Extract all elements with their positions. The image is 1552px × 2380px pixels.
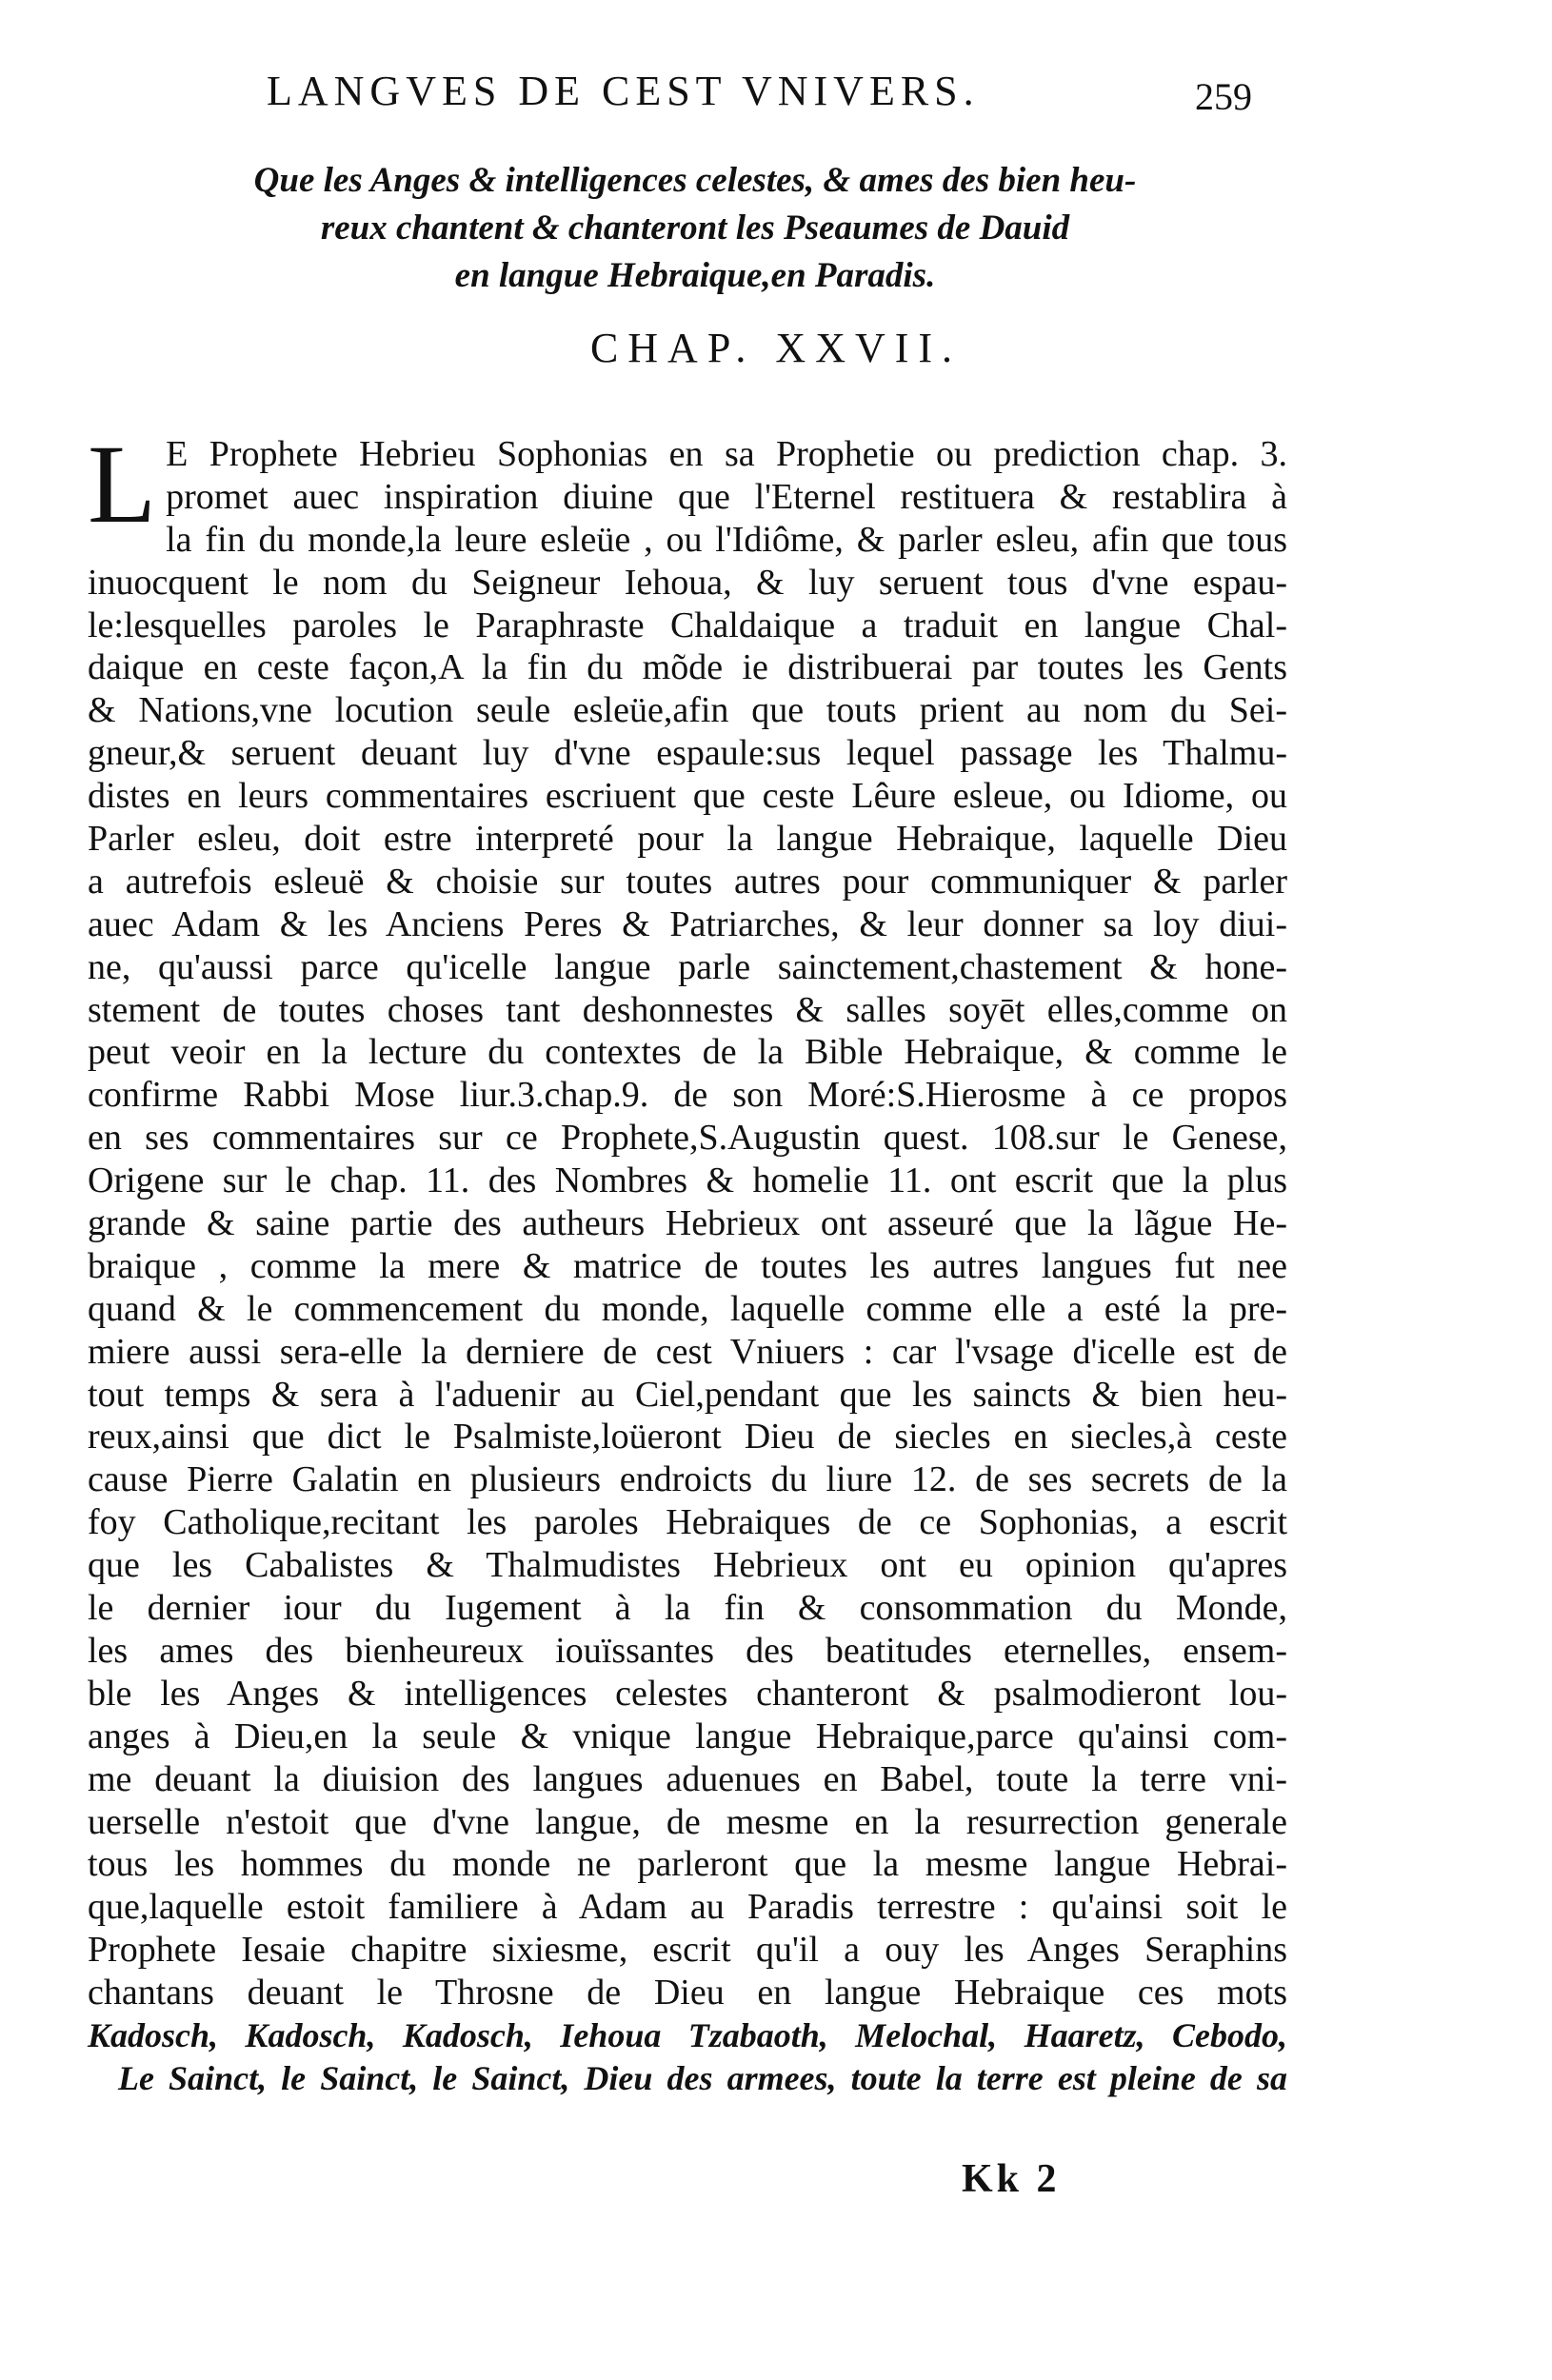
text-line: braique , comme la mere & matrice de toutes les autres langues fut nee (88, 1245, 1287, 1286)
text-line: auec Adam & les Anciens Peres & Patriarches, & leur donner sa loy diui- (88, 903, 1287, 944)
text-line: Kadosch, Kadosch, Kadosch, Iehoua Tzabaoth, Melochal, Haaretz, Cebodo, (88, 2015, 1287, 2054)
text-line: grande & saine partie des autheurs Hebrieux ont asseuré que la lãgue He- (88, 1203, 1287, 1244)
text-line: inuocquent le nom du Seigneur Iehoua, & luy seruent tous d'vne espau- (88, 562, 1287, 603)
text-line: foy Catholique,recitant les paroles Hebraiques de ce Sophonias, a escrit (88, 1502, 1287, 1543)
text-line: daique en ceste façon,A la fin du mõde ie distribuerai par toutes les Gents (88, 647, 1287, 688)
text-line: quand & le commencement du monde, laquelle comme elle a esté la pre- (88, 1288, 1287, 1329)
text-line: cause Pierre Galatin en plusieurs endroicts du liure 12. de ses secrets de la (88, 1459, 1287, 1500)
page-number: 259 (1195, 75, 1252, 118)
text-line: tout temps & sera à l'aduenir au Ciel,pendant que les saincts & bien heu- (88, 1374, 1287, 1415)
text-line: miere aussi sera-elle la derniere de cest Vniuers : car l'vsage d'icelle est de (88, 1331, 1287, 1372)
text-line: en ses commentaires sur ce Prophete,S.Augustin quest. 108.sur le Genese, (88, 1118, 1287, 1159)
body-text (88, 422, 1287, 2100)
subtitle-line: Que les Anges & intelligences celestes, & ames des bien heu- (253, 161, 1137, 200)
text-line: peut veoir en la lecture du contextes de la Bible Hebraique, & comme le (88, 1032, 1287, 1073)
chapter-heading: CHAP. XXVII. (589, 325, 963, 371)
subtitle-line: reux chantent & chanteront les Pseaumes de Dauid (320, 208, 1070, 248)
text-line: le:lesquelles paroles le Paraphraste Chaldaique a traduit en langue Chal- (88, 605, 1287, 645)
signature-mark: Kk 2 (962, 2157, 1061, 2201)
chapter-subtitle (143, 157, 1247, 300)
text-line: stement de toutes choses tant deshonnestes & salles soyēt elles,comme on (88, 989, 1287, 1030)
text-line: anges à Dieu,en la seule & vnique langue Hebraique,parce qu'ainsi com- (88, 1716, 1287, 1756)
text-line: & Nations,vne locution seule esleüe,afin que touts prient au nom du Sei- (88, 690, 1287, 731)
text-line: la fin du monde,la leure esleüe , ou l'Idiôme, & parler esleu, afin que tous (166, 519, 1287, 560)
text-line: me deuant la diuision des langues aduenues en Babel, toute la terre vni- (88, 1758, 1287, 1799)
text-line: uerselle n'estoit que d'vne langue, de mesme en la resurrection generale (88, 1801, 1287, 1842)
text-line: a autrefois esleuë & choisie sur toutes autres pour communiquer & parler (88, 861, 1287, 902)
running-head: LANGVES DE CEST VNIVERS. (267, 68, 980, 114)
text-line: ble les Anges & intelligences celestes chanteront & psalmodieront lou- (88, 1673, 1287, 1714)
text-line: Le Sainct, le Sainct, le Sainct, Dieu des armees, toute la terre est pleine de sa (118, 2058, 1287, 2097)
text-line: E Prophete Hebrieu Sophonias en sa Prophetie ou prediction chap. 3. (166, 434, 1287, 474)
text-line: Origene sur le chap. 11. des Nombres & homelie 11. ont escrit que la plus (88, 1160, 1287, 1201)
text-line: reux,ainsi que dict le Psalmiste,loüeront Dieu de siecles en siecles,à ceste (88, 1417, 1287, 1458)
text-line: distes en leurs commentaires escriuent que ceste Lêure esleue, ou Idiome, ou (88, 776, 1287, 817)
text-line: confirme Rabbi Mose liur.3.chap.9. de son Moré:S.Hierosme à ce propos (88, 1075, 1287, 1116)
text-line: les ames des bienheureux iouïssantes des beatitudes eternelles, ensem- (88, 1630, 1287, 1671)
text-line: que les Cabalistes & Thalmudistes Hebrieux ont eu opinion qu'apres (88, 1545, 1287, 1586)
text-line: promet auec inspiration diuine que l'Eternel restituera & restablira à (166, 476, 1287, 517)
subtitle-line: en langue Hebraique,en Paradis. (454, 256, 936, 295)
text-line: que,laquelle estoit familiere à Adam au Paradis terrestre : qu'ainsi soit le (88, 1887, 1287, 1928)
text-line: tous les hommes du monde ne parleront que la mesme langue Hebrai- (88, 1844, 1287, 1885)
text-line: gneur,& seruent deuant luy d'vne espaule:sus lequel passage les Thalmu- (88, 733, 1287, 774)
text-line: le dernier iour du Iugement à la fin & consommation du Monde, (88, 1588, 1287, 1629)
text-line: Prophete Iesaie chapitre sixiesme, escrit qu'il a ouy les Anges Seraphins (88, 1930, 1287, 1971)
text-line: Parler esleu, doit estre interpreté pour la langue Hebraique, laquelle Dieu (88, 819, 1287, 860)
text-line: ne, qu'aussi parce qu'icelle langue parle sainctement,chastement & hone- (88, 946, 1287, 987)
drop-cap: L (88, 422, 157, 546)
text-line: chantans deuant le Throsne de Dieu en langue Hebraique ces mots (88, 1973, 1287, 2013)
